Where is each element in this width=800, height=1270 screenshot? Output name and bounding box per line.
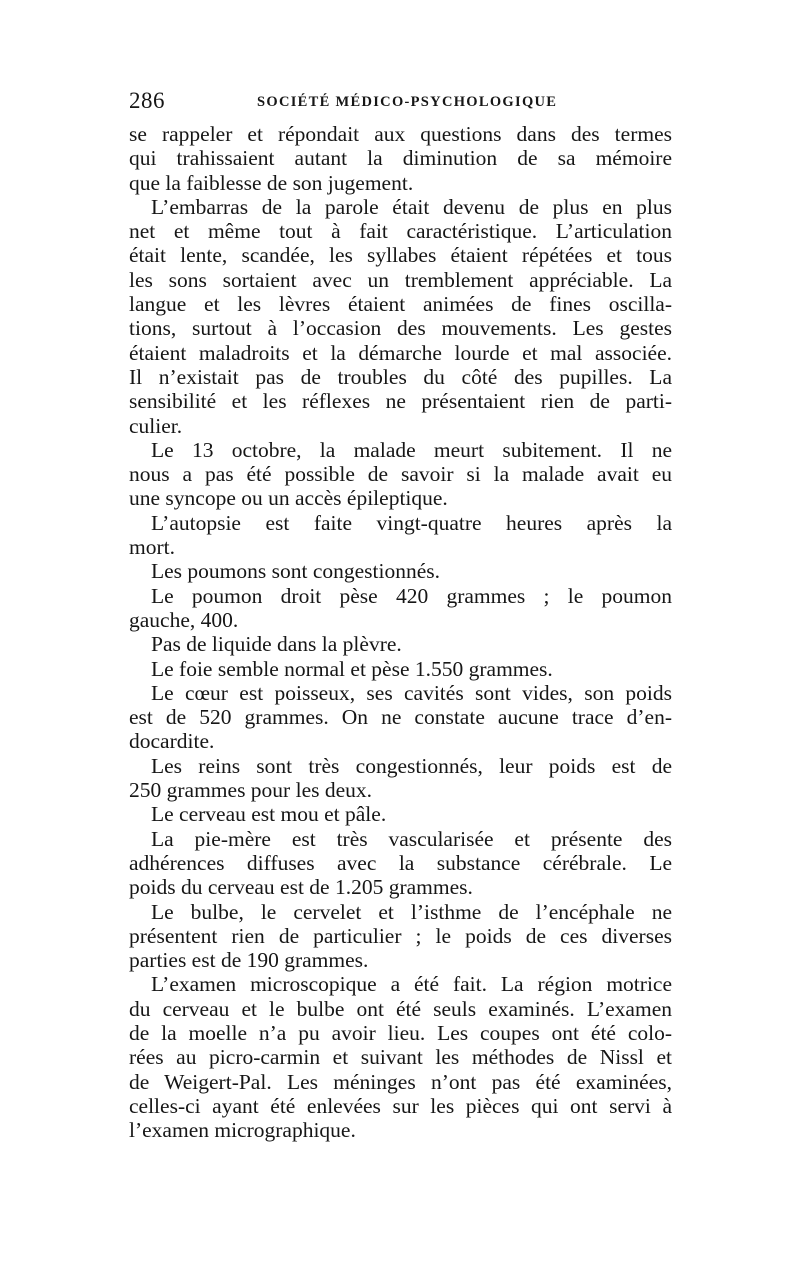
text-line: Les poumons sont congestionnés. — [151, 559, 441, 584]
text-line: Pas de liquide dans la plèvre. — [151, 632, 402, 657]
text-line: poids du cerveau est de 1.205 grammes. — [129, 875, 473, 900]
text-line: nous a pas été possible de savoir si la malade avait eu — [129, 462, 672, 487]
text-line: Il n’existait pas de troubles du côté des pupilles. La — [129, 364, 672, 389]
text-line: l’examen micrographique. — [129, 1118, 356, 1143]
text-line: était lente, scandée, les syllabes étaient répétées et tous — [129, 243, 672, 268]
text-line: du cerveau et le bulbe ont été seuls examinés. L’examen — [129, 996, 672, 1021]
text-line: gauche, 400. — [129, 607, 239, 632]
text-line: L’examen microscopique a été fait. La région motrice — [151, 972, 672, 997]
text-line: net et même tout à fait caractéristique. L’articulation — [129, 219, 672, 244]
text-line: L’autopsie est faite vingt-quatre heures après la — [151, 510, 672, 535]
text-line: Les reins sont très congestionnés, leur poids est de — [151, 753, 672, 778]
text-line: se rappeler et répondait aux questions dans des termes — [129, 122, 672, 146]
text-line: une syncope ou un accès épileptique. — [129, 486, 448, 511]
body-text — [129, 122, 672, 1142]
text-line: mort. — [129, 535, 175, 560]
text-line: Le poumon droit pèse 420 grammes ; le poumon — [151, 583, 672, 608]
page-header — [129, 88, 674, 118]
text-line: que la faiblesse de son jugement. — [129, 170, 414, 195]
text-line: présentent rien de particulier ; le poids de ces diverses — [129, 923, 672, 948]
text-line: adhérences diffuses avec la substance cérébrale. Le — [129, 850, 672, 875]
text-line: étaient maladroits et la démarche lourde et mal associée. — [129, 340, 672, 365]
page-number: 286 — [129, 88, 165, 113]
text-line: parties est de 190 grammes. — [129, 948, 369, 973]
text-line: celles-ci ayant été enlevées sur les pièces qui ont servi à — [129, 1093, 672, 1118]
text-line: Le foie semble normal et pèse 1.550 grammes. — [151, 656, 553, 681]
text-line: 250 grammes pour les deux. — [129, 778, 373, 803]
text-line: de la moelle n’a pu avoir lieu. Les coupes ont été colo- — [129, 1020, 672, 1045]
text-line: Le cerveau est mou et pâle. — [151, 802, 387, 827]
text-line: L’embarras de la parole était devenu de plus en plus — [151, 194, 672, 219]
text-line: rées au picro-carmin et suivant les méthodes de Nissl et — [129, 1045, 672, 1070]
text-line: est de 520 grammes. On ne constate aucune trace d’en- — [129, 705, 672, 730]
text-line: Le cœur est poisseux, ses cavités sont vides, son poids — [151, 680, 672, 705]
text-line: Le 13 octobre, la malade meurt subitement. Il ne — [151, 437, 672, 462]
running-head: SOCIÉTÉ MÉDICO-PSYCHOLOGIQUE — [257, 94, 558, 110]
text-line: La pie-mère est très vascularisée et présente des — [151, 826, 672, 851]
text-line: tions, surtout à l’occasion des mouvements. Les gestes — [129, 316, 672, 341]
text-line: les sons sortaient avec un tremblement appréciable. La — [129, 267, 672, 292]
text-line: de Weigert-Pal. Les méninges n’ont pas été examinées, — [129, 1069, 672, 1094]
text-line: docardite. — [129, 729, 215, 754]
text-line: Le bulbe, le cervelet et l’isthme de l’encéphale ne — [151, 899, 672, 924]
text-line: sensibilité et les réflexes ne présentaient rien de parti- — [129, 389, 672, 414]
text-line: qui trahissaient autant la diminution de sa mémoire — [129, 146, 672, 171]
text-line: langue et les lèvres étaient animées de fines oscilla- — [129, 292, 672, 317]
text-line: culier. — [129, 413, 183, 438]
